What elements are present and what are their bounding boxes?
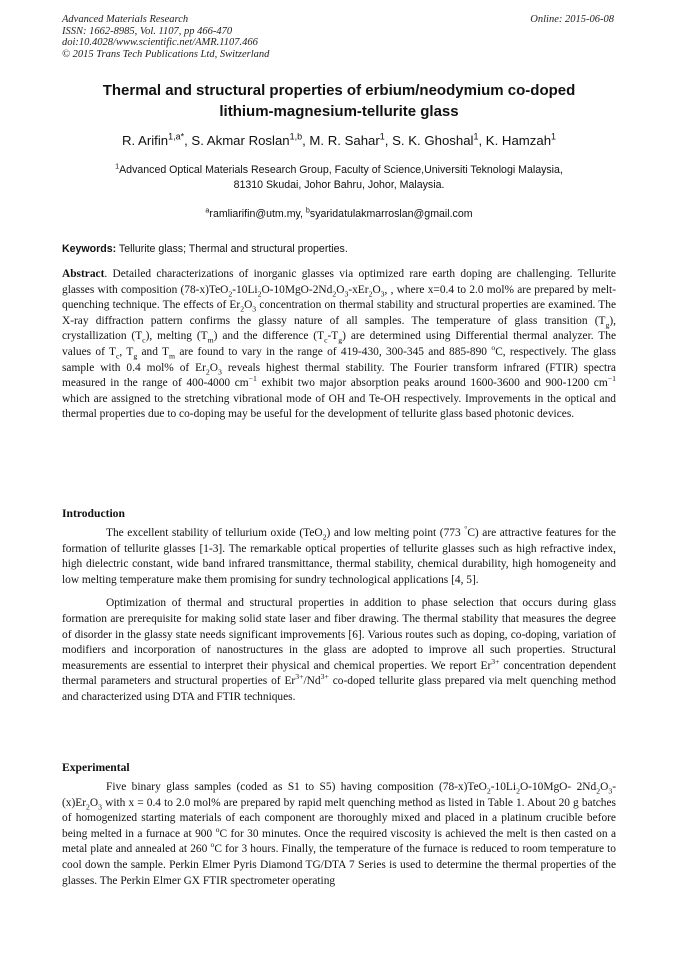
paragraph-text: C for 3 hours. Finally, the temperature of the furnace is reduced to room temperature to cool down the sample. Perkin Elmer Pyris Diamond TG/DTA 7 Series is used to determine the thermal properties of the glasses. The Perkin Elmer GX FTIR spectrometer operating (62, 843, 617, 887)
abstract-text: O (372, 283, 381, 296)
abstract-text: ), crystallization (T (62, 314, 616, 343)
paragraph-text: -10Li (490, 781, 517, 793)
author-affil-mark: 1,a* (168, 131, 185, 142)
author-name: , S. Akmar Roslan (184, 133, 290, 148)
author-affil-mark: 1 (379, 131, 385, 142)
abstract-label: Abstract (62, 268, 105, 280)
superscript: 3+ (491, 656, 500, 666)
section-heading-introduction: Introduction (62, 507, 125, 520)
paragraph-text: with x = 0.4 to 2.0 mol% are prepared by rapid melt quenching method as listed in Table 1. About 20 g batches of homogenized starting materials of each component are thoroughly mixed and placed in a platinum crucible before being melted in a furnace at 900 (62, 796, 616, 840)
author-affil-mark: 1 (473, 131, 479, 142)
introduction-body (62, 526, 616, 706)
section-heading-experimental: Experimental (62, 761, 130, 774)
email-mark-a: a (205, 205, 210, 215)
superscript: ° (464, 524, 468, 534)
abstract-text: concentration on thermal stability and structural properties are examined. The X-ray diffraction pattern confirms the glassy nature of all samples. The temperature of glass transition (T (62, 299, 617, 327)
subscript: 2 (257, 288, 262, 298)
subscript: 2 (322, 532, 327, 542)
abstract-text: , T (119, 345, 134, 358)
subscript: 2 (228, 288, 233, 298)
paragraph-text: O (600, 781, 609, 793)
keywords-text: Tellurite glass; Thermal and structural properties. (116, 243, 348, 255)
title-line-2: lithium-magnesium-tellurite glass (219, 103, 459, 120)
online-date: Online: 2015-06-08 (530, 14, 614, 25)
subscript: g (338, 335, 343, 345)
paragraph-text: concentration dependent thermal parameters and structural properties of Er (62, 659, 616, 688)
subscript: 2 (205, 366, 210, 376)
subscript: 3 (608, 786, 613, 796)
abstract-text: reveals highest thermal stability. The Fourier transform infrared (FTIR) spectra measured in the range of 400-4000 cm (62, 361, 616, 390)
keywords-label: Keywords: (62, 243, 117, 255)
copyright: © 2015 Trans Tech Publications Ltd, Switzerland (62, 48, 270, 60)
subscript: 2 (332, 288, 337, 298)
superscript: −1 (607, 374, 616, 384)
subscript: 3 (98, 801, 103, 811)
superscript: o (491, 343, 496, 353)
abstract-text: ) are determined using Differential thermal analyzer. The values of T (62, 330, 617, 358)
subscript: 3 (218, 366, 222, 376)
paragraph-text: co-doped tellurite glass prepared via melt quenching method and characterized using DTA and FTIR techniques. (62, 675, 616, 703)
email-a[interactable]: ramliarifin@utm.my, (209, 208, 306, 220)
paragraph-text: ) and low melting point (773 (326, 527, 465, 539)
subscript: 2 (516, 786, 520, 796)
author-name: , K. Hamzah (478, 133, 552, 148)
abstract-text: , , where x=0.4 to 2.0 mol% are prepared by melt-quenching technique. The effects of Er (62, 283, 616, 312)
subscript: c (142, 335, 146, 345)
email-mark-b: b (305, 205, 310, 215)
abstract-text: are found to vary in the range of 419-430, 300-345 and 885-890 (175, 345, 492, 358)
subscript: g (133, 351, 138, 361)
author-affil-mark: 1 (551, 131, 557, 142)
abstract-text: . Detailed characterizations of inorganic glasses via optimized rare earth doping are challenging. Tellurite glasses with composition (78-x)TeO (62, 268, 616, 296)
abstract-text: exhibit two major absorption peaks around 1600-3600 and 900-1200 cm (256, 377, 608, 390)
paragraph-text: The excellent stability of tellurium oxide (TeO (106, 527, 323, 539)
author-name: , M. R. Sahar (302, 133, 380, 148)
email-b[interactable]: syaridatulakmarroslan@gmail.com (309, 208, 473, 220)
affiliation-text: Advanced Optical Materials Research Group, Faculty of Science,Universiti Teknologi Malaysia, (119, 164, 563, 176)
abstract-text: O (209, 361, 219, 374)
superscript: o (210, 840, 215, 850)
subscript: c (324, 335, 328, 345)
subscript: 2 (596, 786, 601, 796)
subscript: 3 (344, 288, 349, 298)
subscript: 2 (368, 288, 373, 298)
journal-header (62, 14, 269, 60)
subscript: m (169, 351, 176, 361)
abstract-text: -10Li (232, 283, 258, 296)
subscript: c (115, 351, 120, 361)
journal-name: Advanced Materials Research (62, 14, 189, 25)
abstract-text: -xEr (348, 283, 369, 296)
subscript: m (207, 335, 214, 345)
affiliation-mark: 1 (115, 161, 120, 171)
affiliation-line-1 (60, 163, 618, 178)
paragraph (62, 596, 616, 705)
abstract-text: and T (137, 345, 169, 358)
subscript: 2 (86, 801, 90, 811)
author-emails (60, 207, 618, 221)
paragraph (62, 526, 616, 588)
superscript: 3+ (320, 672, 329, 682)
abstract-text: which are assigned to the stretching vibrational mode of OH and Te-OH respectively. Improvements in the optical and thermal properties due to co-doping may be useful for the development of tellurite glass based photonic devices. (62, 392, 616, 421)
subscript: g (605, 320, 610, 330)
paragraph-text: O-10MgO- 2Nd (519, 781, 597, 793)
superscript: −1 (248, 374, 257, 384)
subscript: 2 (240, 304, 245, 314)
paragraph-text: /Nd (303, 675, 321, 688)
abstract-text: O (336, 283, 345, 296)
keywords (62, 242, 618, 256)
experimental-body (62, 780, 616, 889)
abstract-text: ) and the difference (T (213, 330, 325, 343)
abstract (62, 267, 616, 423)
paragraph-text: O (89, 796, 99, 809)
author-affil-mark: 1,b (289, 131, 303, 142)
abstract-text: -T (327, 330, 339, 343)
abstract-text: O-10MgO-2Nd (261, 283, 333, 296)
author-name: , S. K. Ghoshal (384, 133, 474, 148)
abstract-text: O (244, 299, 253, 312)
affiliation (60, 163, 618, 193)
paragraph-text: Optimization of thermal and structural properties in addition to phase selection that occurs during glass formation are prerequisite for making solid state laser and fiber drawing. The thermal stability that measures the degree of disorder in the glassy state needs significant improvements [6]. Various routes such as doping, co-doping, variation of modifiers and incorporation of nanostructures in the glass are adopted to improve all such properties. Structural measurements are essential to interpret their physical and chemical properties. We report Er (62, 597, 616, 672)
paragraph (62, 780, 616, 889)
author-list (40, 132, 638, 150)
title-line-1: Thermal and structural properties of erbium/neodymium co-doped (102, 82, 576, 99)
paragraph-text: Five binary glass samples (coded as S1 to S5) having composition (78-x)TeO (106, 781, 487, 793)
paper-title (60, 80, 618, 122)
superscript: o (215, 824, 220, 834)
paragraph-text: C for 30 minutes. Once the required viscosity is achieved the melt is then casted on a metal plate and annealed at 260 (62, 827, 617, 856)
subscript: 2 (486, 786, 491, 796)
subscript: 3 (380, 288, 385, 298)
doi: doi:10.4028/www.scientific.net/AMR.1107.466 (62, 37, 258, 48)
paragraph-text: C) are attractive features for the formation of tellurite glasses [1-3]. The remarkable optical properties of tellurite glasses such as high refractive index, high dielectric constant, wide band infrared transmittance, thermal stability, chemical durability, high homogeneity and low melting temperature make them promising for sundry technological applications [4, 5]. (62, 527, 616, 586)
author-name: R. Arifin (121, 133, 169, 148)
issn: ISSN: 1662-8985, Vol. 1107, pp 466-470 (62, 25, 233, 37)
superscript: 3+ (295, 672, 304, 682)
subscript: 3 (252, 304, 257, 314)
affiliation-line-2: 81310 Skudai, Johor Bahru, Johor, Malaysia. (233, 179, 445, 191)
paragraph-text: -(x)Er (62, 781, 617, 809)
abstract-text: ), melting (T (145, 330, 208, 343)
abstract-paragraph (62, 267, 616, 423)
abstract-text: C, respectively. The glass sample with 0.4 mol% of Er (62, 345, 616, 374)
